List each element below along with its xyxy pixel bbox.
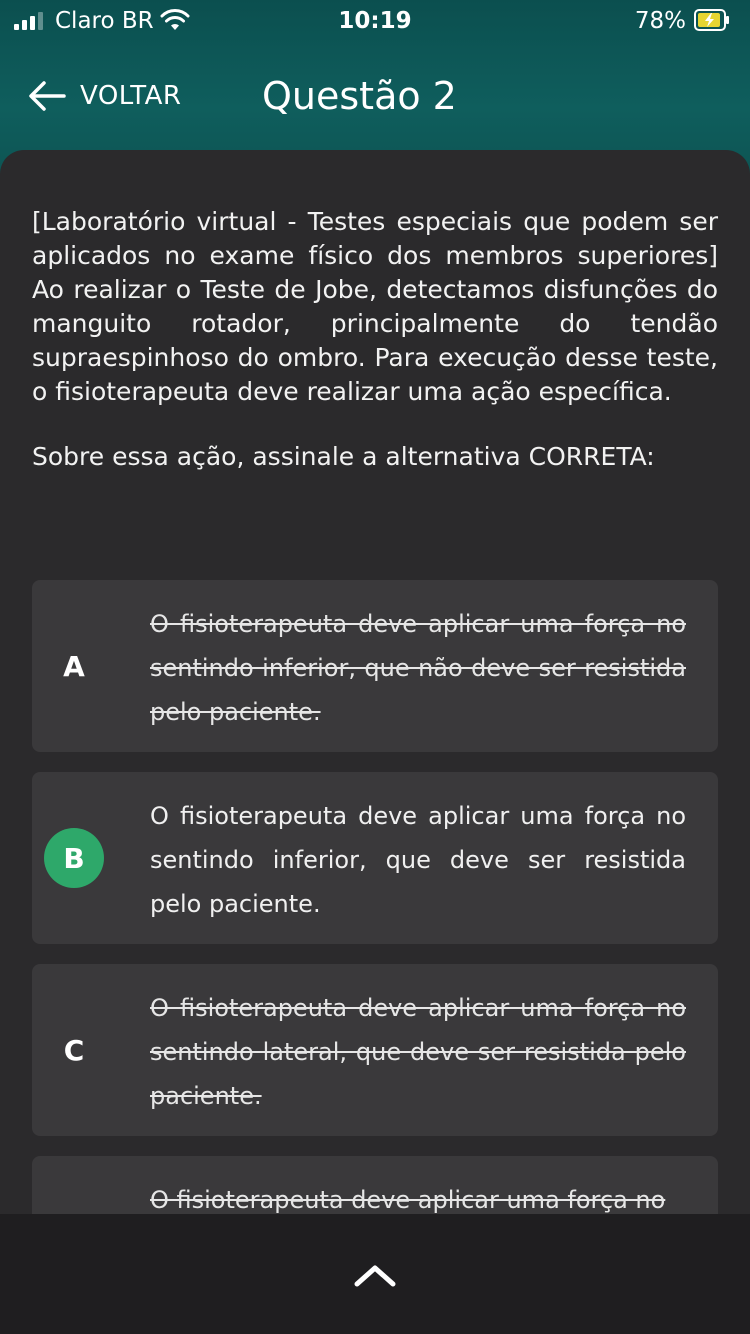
- back-button-label: VOLTAR: [80, 81, 182, 111]
- option-letter: A: [63, 649, 85, 683]
- option-b[interactable]: [32, 772, 718, 944]
- question-text: [Laboratório virtual - Testes especiais que podem ser aplicados no exame físico dos membros superiores] Ao realizar o Teste de Jobe, detectamos disfunções do manguito rotador, principalmente do tendão supraespinhoso do ombro. Para execução desse teste, o fisioterapeuta deve realizar uma ação específica.: [32, 207, 718, 406]
- option-text: O fisioterapeuta deve aplicar uma força no sentindo inferior, que deve ser resistida pelo paciente.: [150, 802, 686, 918]
- status-bar: [0, 0, 750, 42]
- option-text: O fisioterapeuta deve aplicar uma força no sentindo inferior, que não deve ser resistida pelo paciente.: [150, 610, 686, 726]
- clock: 10:19: [338, 8, 412, 34]
- option-letter: C: [63, 1033, 85, 1067]
- question-instruction: Sobre essa ação, assinale a alternativa CORRETA:: [32, 442, 655, 471]
- battery-charging-icon: [694, 9, 730, 31]
- page-title: Questão 2: [262, 74, 457, 118]
- option-c[interactable]: [32, 964, 718, 1136]
- option-a[interactable]: [32, 580, 718, 752]
- carrier-name: Claro BR: [55, 8, 154, 34]
- back-button[interactable]: [28, 74, 181, 118]
- option-text: O fisioterapeuta deve aplicar uma força no: [150, 1186, 666, 1214]
- option-letter-correct-badge: B: [44, 828, 104, 888]
- battery-percent: 78%: [634, 8, 686, 34]
- arrow-left-icon: [28, 80, 66, 112]
- bottom-bar: [0, 1214, 750, 1334]
- navigation-bar: [0, 60, 750, 132]
- option-text: O fisioterapeuta deve aplicar uma força no sentindo lateral, que deve ser resistida pelo paciente.: [150, 994, 686, 1110]
- chevron-up-icon[interactable]: [345, 1254, 405, 1294]
